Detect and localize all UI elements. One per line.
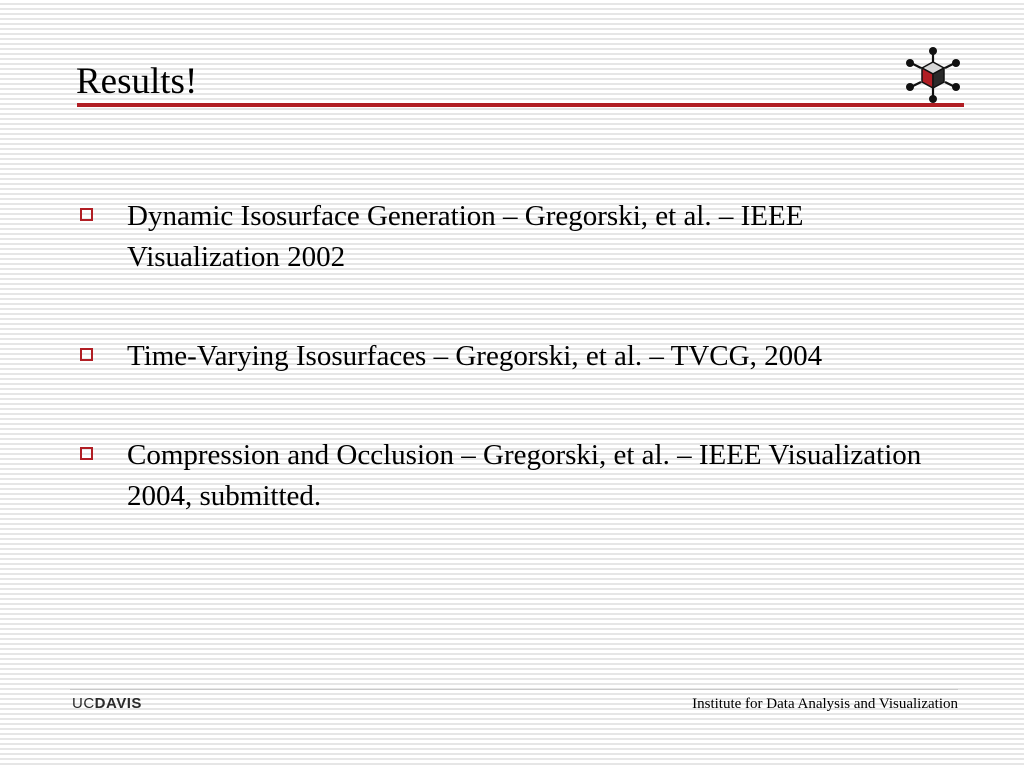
square-bullet-icon	[80, 447, 93, 460]
bullet-text: Compression and Occlusion – Gregorski, et al. – IEEE Visualization 2004, submitted.	[127, 439, 922, 512]
slide-title: Results!	[76, 61, 198, 102]
square-bullet-icon	[80, 348, 93, 361]
logo-davis-text: DAVIS	[94, 695, 142, 712]
footer-institute: Institute for Data Analysis and Visualization	[692, 696, 958, 712]
square-bullet-icon	[80, 208, 93, 221]
bullet-text: Dynamic Isosurface Generation – Gregorski, et al. – IEEE Visualization 2002	[127, 200, 804, 273]
cube-graph-logo-icon	[904, 46, 962, 104]
list-item	[76, 196, 956, 278]
title-divider	[77, 103, 964, 107]
footer-divider	[70, 689, 958, 690]
logo-uc-text: UC	[72, 695, 95, 712]
bullet-list	[76, 196, 956, 575]
ucdavis-logo	[72, 695, 142, 713]
bullet-text: Time-Varying Isosurfaces – Gregorski, et al. – TVCG, 2004	[127, 340, 823, 372]
list-item	[76, 336, 956, 377]
list-item	[76, 435, 956, 517]
